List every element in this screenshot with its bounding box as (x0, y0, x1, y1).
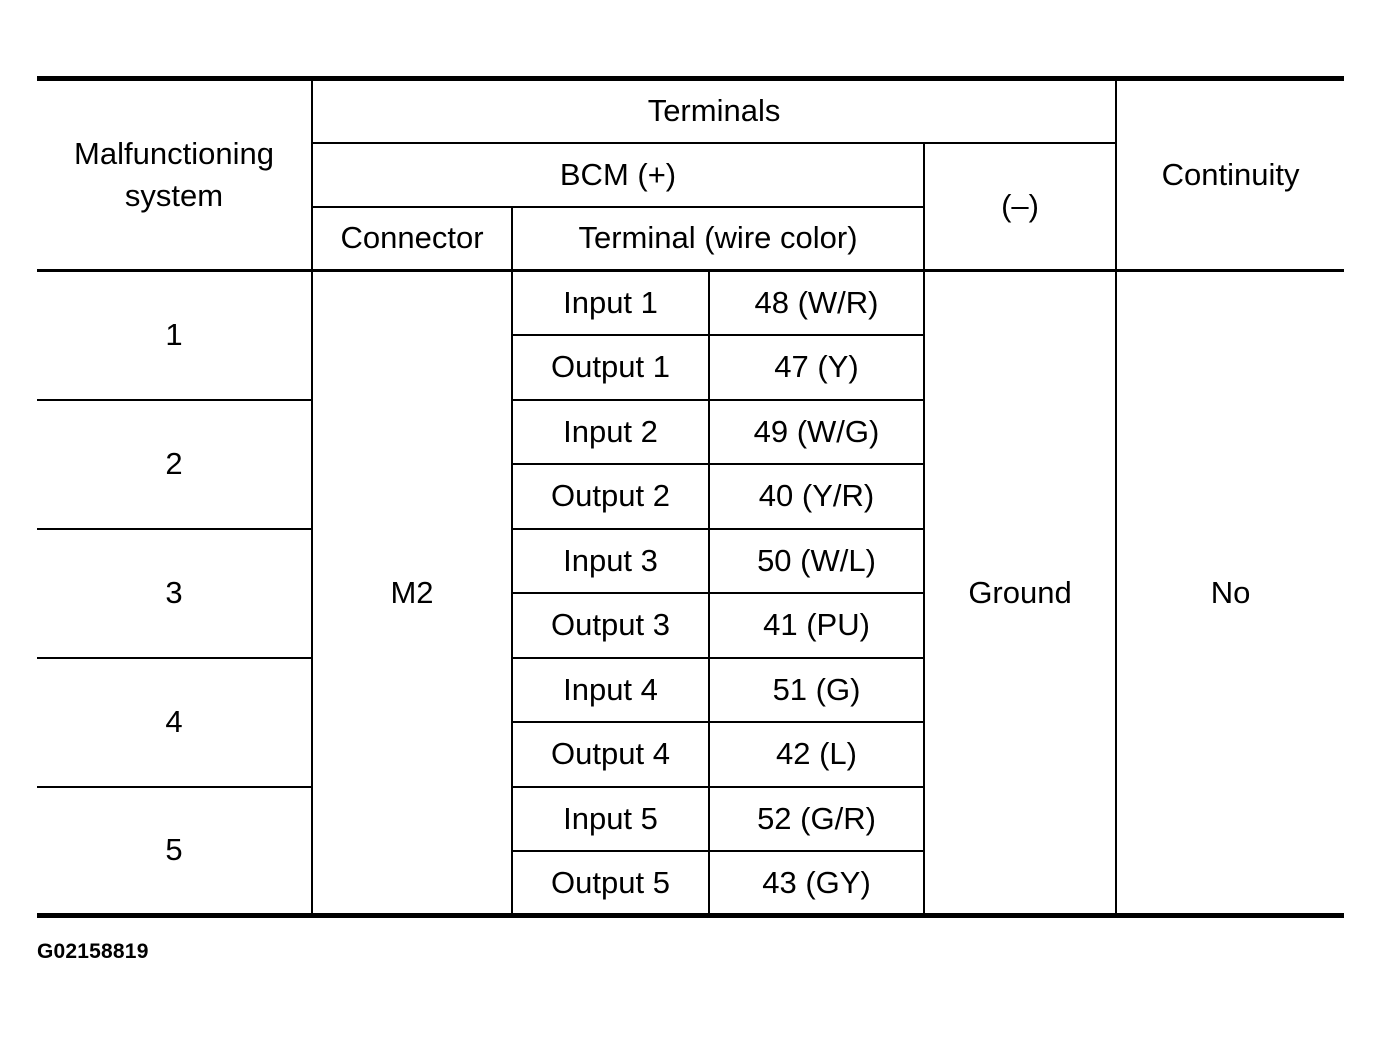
header-terminals: Terminals (312, 79, 1116, 143)
terminal-cell: 43 (GY) (709, 851, 924, 916)
signal-cell: Input 2 (512, 400, 709, 465)
terminal-cell: 47 (Y) (709, 335, 924, 400)
header-connector: Connector (312, 207, 512, 271)
signal-cell: Input 4 (512, 658, 709, 723)
header-bcm-plus: BCM (+) (312, 143, 924, 207)
terminal-cell: 48 (W/R) (709, 271, 924, 336)
system-number: 1 (37, 271, 312, 400)
terminal-cell: 51 (G) (709, 658, 924, 723)
header-terminal-wire-color: Terminal (wire color) (512, 207, 924, 271)
signal-cell: Input 5 (512, 787, 709, 852)
terminal-cell: 42 (L) (709, 722, 924, 787)
signal-cell: Output 2 (512, 464, 709, 529)
system-number: 2 (37, 400, 312, 529)
connector-cell: M2 (312, 271, 512, 916)
header-continuity: Continuity (1116, 79, 1344, 271)
signal-cell: Input 3 (512, 529, 709, 594)
terminal-cell: 49 (W/G) (709, 400, 924, 465)
signal-cell: Output 1 (512, 335, 709, 400)
system-number: 5 (37, 787, 312, 916)
terminal-cell: 52 (G/R) (709, 787, 924, 852)
signal-cell: Output 4 (512, 722, 709, 787)
signal-cell: Input 1 (512, 271, 709, 336)
header-minus: (–) (924, 143, 1116, 271)
continuity-check-table (37, 76, 1344, 918)
signal-cell: Output 3 (512, 593, 709, 658)
ground-cell: Ground (924, 271, 1116, 916)
figure-id: G02158819 (37, 940, 149, 963)
system-number: 3 (37, 529, 312, 658)
terminal-cell: 50 (W/L) (709, 529, 924, 594)
terminal-cell: 40 (Y/R) (709, 464, 924, 529)
header-malfunctioning-system: Malfunctioning system (37, 79, 312, 271)
system-number: 4 (37, 658, 312, 787)
table-row (37, 271, 1344, 336)
signal-cell: Output 5 (512, 851, 709, 916)
continuity-cell: No (1116, 271, 1344, 916)
terminal-cell: 41 (PU) (709, 593, 924, 658)
